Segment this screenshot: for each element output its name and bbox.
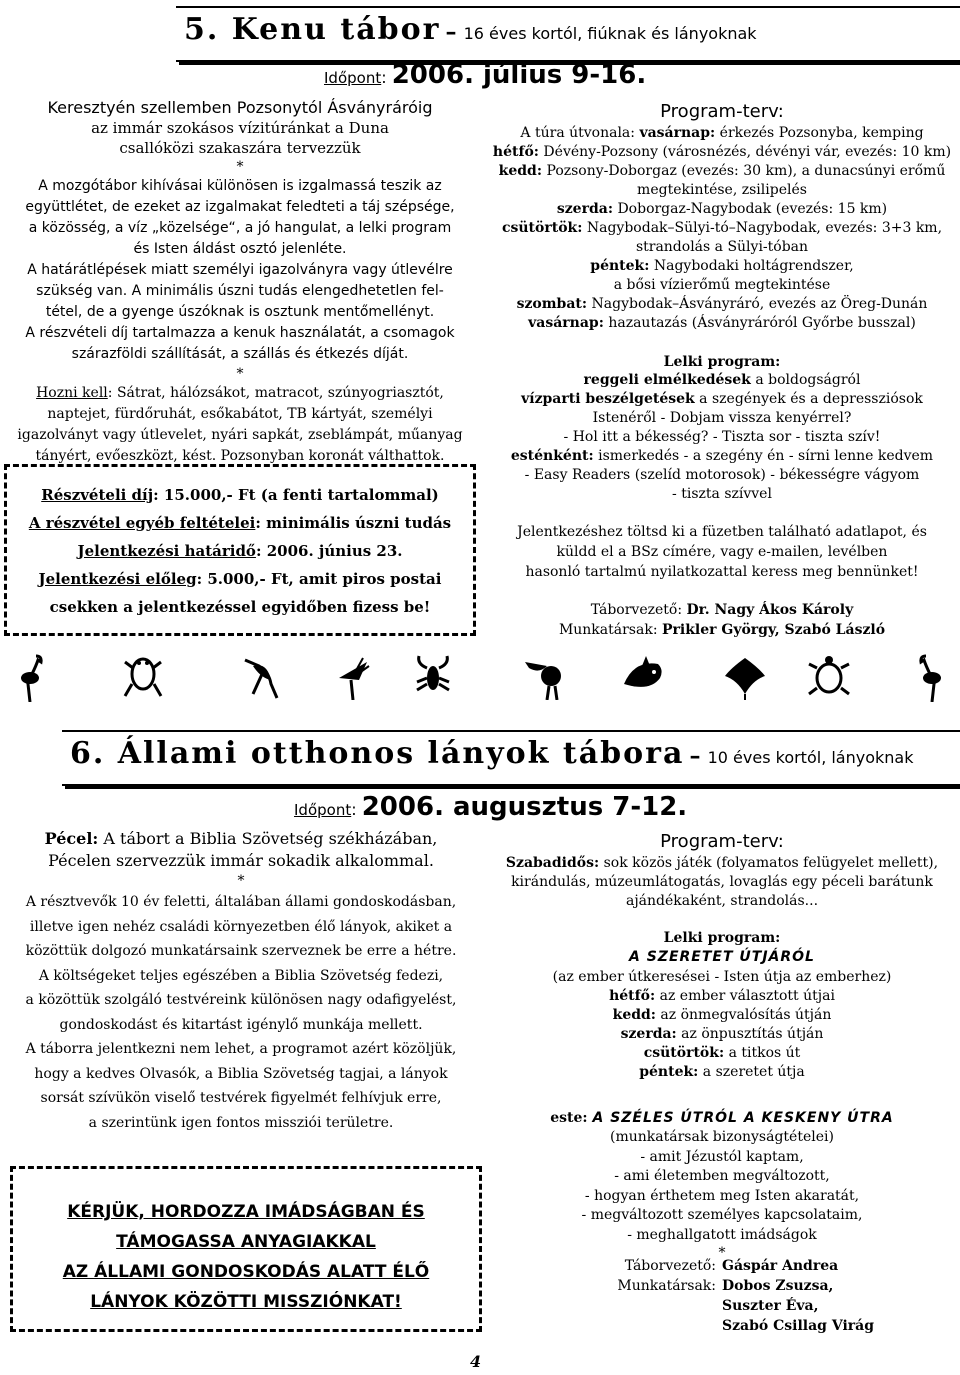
section5-bring-text: : Sátrat, hálózsákot, matracot, szúnyogriasztót, bbox=[107, 385, 444, 401]
section6-lelki-day-name: péntek: bbox=[639, 1064, 699, 1080]
section6-lelki-day bbox=[484, 987, 960, 1006]
flamingo-icon bbox=[10, 654, 56, 700]
section6-appeal-2: TÁMOGASSA ANYAGIAKKAL bbox=[116, 1232, 376, 1252]
section5-title: 5. Kenu tábor bbox=[184, 12, 441, 47]
section6-header bbox=[62, 730, 960, 786]
section5-lelki-row bbox=[484, 485, 960, 504]
section5-lelki-row bbox=[484, 371, 960, 390]
section5-bring-2: naptejet, fürdőruhát, esőkabátot, TB kártyát, személyi bbox=[47, 406, 433, 422]
section6-staff-0: Dobos Zsuzsa, bbox=[722, 1278, 834, 1294]
section5-p1-2: együttlétet, de ezeket az izgalmakat feledteti a táj szépsége, bbox=[25, 199, 455, 215]
section5-lelki-text: - Easy Readers (szelíd motorosok) - békességre vágyom bbox=[524, 467, 920, 483]
section6-program-title: Program-terv: bbox=[660, 831, 784, 852]
section6-lelki-sub: (az ember útkeresései - Isten útja az emberhez) bbox=[552, 969, 892, 985]
section5-day-row bbox=[484, 276, 960, 295]
section6-appeal-4: LÁNYOK KÖZÖTTI MISSZIÓNKAT! bbox=[90, 1292, 402, 1312]
section5-day-row bbox=[484, 314, 960, 333]
turtle-icon bbox=[806, 654, 852, 700]
section5-deadline-value: : 2006. június 23. bbox=[255, 542, 403, 560]
section6-prog-text: sok közös játék (folyamatos felügyelet mellett), bbox=[599, 855, 939, 871]
section6-staff-label: Munkatársak: bbox=[617, 1278, 716, 1294]
section5-day-text: strandolás a Sülyi-tóban bbox=[635, 239, 809, 255]
section5-staff bbox=[484, 620, 960, 640]
section6-lelki-day-name: hétfő: bbox=[609, 988, 656, 1004]
section5-cond-label: A részvétel egyéb feltételei bbox=[28, 514, 256, 532]
section6-leader-name: Gáspár Andrea bbox=[722, 1258, 839, 1274]
section6-body-line: gondoskodást és kitartást igénylő munkája mellett. bbox=[59, 1016, 423, 1033]
section5-deadline-label: Jelentkezési határidő bbox=[77, 542, 256, 560]
section5-deposit bbox=[7, 565, 473, 593]
section5-program-title: Program-terv: bbox=[660, 101, 784, 122]
section5-day-row bbox=[484, 200, 960, 219]
section6-este-line: - megváltozott személyes kapcsolataim, bbox=[581, 1207, 863, 1223]
section6-lelki-title: Lelki program: bbox=[663, 930, 781, 946]
section5-heading-3: csallóközi szakaszára tervezzük bbox=[119, 139, 361, 157]
section6-appeal-box bbox=[10, 1166, 482, 1332]
section5-lelki-bold: reggeli elmélkedések bbox=[583, 372, 751, 388]
section6-este bbox=[484, 1108, 960, 1128]
lobster-icon bbox=[410, 654, 456, 700]
section5-deadline bbox=[7, 537, 473, 565]
section6-este-line: - amit Jézustól kaptam, bbox=[640, 1148, 804, 1165]
section5-deposit-2: csekken a jelentkezéssel egyidőben fizess be! bbox=[49, 598, 431, 616]
section6-appeal-3: AZ ÁLLAMI GONDOSKODÁS ALATT ÉLŐ bbox=[62, 1262, 430, 1282]
section6-staff-row-2 bbox=[600, 1296, 940, 1316]
section6-lelki-day-name: szerda: bbox=[620, 1026, 677, 1042]
section5-lelki-text: a boldogságról bbox=[750, 372, 861, 388]
section5-day-text: Nagybodak–Ásványráró, evezés az Öreg-Dunán bbox=[587, 296, 928, 312]
section5-day-row bbox=[484, 162, 960, 181]
section6-intro-text: A tábort a Biblia Szövetség székházában, bbox=[98, 829, 438, 848]
page-number: 4 bbox=[470, 1352, 482, 1371]
section6-leader-row bbox=[600, 1256, 940, 1276]
section5-lelki-title: Lelki program: bbox=[663, 354, 781, 370]
section5-leader bbox=[484, 600, 960, 620]
frog-icon bbox=[120, 654, 166, 700]
section5-route-line bbox=[484, 124, 960, 143]
section5-cond-value: : minimális úszni tudás bbox=[255, 514, 452, 532]
section5-day-text: Dévény-Pozsony (városnézés, dévényi vár, evezés: 10 km) bbox=[538, 144, 952, 160]
section5-date-colon: : bbox=[381, 68, 387, 87]
section5-heading-1: Keresztyén szellemben Pozsonytól Ásványráróig bbox=[47, 98, 433, 117]
section5-lelki-bold: esténként: bbox=[510, 448, 594, 464]
section5-date bbox=[324, 60, 646, 90]
section5-bring-4: tányért, evőeszközt, kést. Pozsonyban koronát válthattok. bbox=[35, 448, 445, 464]
section6-body-line: a szerintünk igen fontos missziói területre. bbox=[88, 1114, 394, 1131]
section6-date-colon: : bbox=[351, 800, 357, 819]
section6-body-line: A táborra jelentkezni nem lehet, a programot azért közöljük, bbox=[25, 1041, 457, 1057]
section5-day-row bbox=[484, 143, 960, 162]
section6-right-column bbox=[484, 830, 960, 1261]
section6-lelki-day-text: az önpusztítás útján bbox=[676, 1026, 824, 1042]
section5-bring-label: Hozni kell bbox=[36, 385, 108, 401]
section6-lelki-day-text: a titkos út bbox=[724, 1045, 801, 1061]
section6-title: 6. Állami otthonos lányok tábora bbox=[70, 736, 685, 771]
section5-day-row bbox=[484, 181, 960, 200]
section6-leader-block bbox=[600, 1256, 940, 1336]
section6-lelki-day-name: csütörtök: bbox=[643, 1045, 725, 1061]
section6-intro-1 bbox=[0, 828, 482, 850]
section5-staff-label: Munkatársak: bbox=[558, 622, 662, 638]
section6-date bbox=[294, 792, 687, 822]
section5-apply-1: Jelentkezéshez töltsd ki a füzetben található adatlapot, és bbox=[517, 524, 927, 540]
section6-body-line: a közöttük szolgáló testvéreink különösen nagy odafigyelést, bbox=[25, 992, 457, 1008]
section6-lelki-day-text: az önmegvalósítás útján bbox=[655, 1007, 832, 1023]
section5-lelki-text: ismerkedés - a szegény én - sírni lenne kedvem bbox=[593, 448, 934, 464]
section5-lelki-row bbox=[484, 390, 960, 409]
section5-day-row bbox=[484, 295, 960, 314]
section6-body-line: illetve igen nehéz családi környezetben élő lányok, akiket a bbox=[29, 918, 453, 935]
section6-intro-2: Pécelen szervezzük immár sokadik alkalommal. bbox=[48, 851, 434, 870]
section5-fee bbox=[7, 481, 473, 509]
section5-apply-3: hasonló tartalmú nyilatkozattal keress meg bennünket! bbox=[525, 564, 919, 580]
heron-icon bbox=[238, 654, 284, 700]
section5-bring-3: igazolványt vagy útlevelet, nyári sapkát, zseblámpát, műanyag bbox=[17, 427, 463, 443]
section5-route-intro: A túra útvonala: bbox=[520, 125, 640, 141]
section6-leader-label: Táborvezető: bbox=[624, 1258, 716, 1274]
section5-date-value: 2006. július 9-16. bbox=[391, 60, 647, 90]
section5-right-column bbox=[484, 100, 960, 640]
section5-bring-1 bbox=[0, 383, 480, 404]
section5-lelki-row bbox=[484, 409, 960, 428]
section6-subtitle: 10 éves kortól, lányoknak bbox=[707, 748, 914, 767]
section6-este-line: (munkatársak bizonyságtételei) bbox=[610, 1129, 834, 1145]
section5-lelki-row bbox=[484, 447, 960, 466]
section6-body-line: hogy a kedves Olvasók, a Biblia Szövetség tagjai, a lányok bbox=[34, 1065, 448, 1082]
section6-body-line: A résztvevők 10 év feletti, általában állami gondoskodásban, bbox=[25, 894, 457, 910]
section5-day-text: a bősi vízierőmű megtekintése bbox=[613, 277, 831, 293]
section6-lelki-day-name: kedd: bbox=[612, 1007, 656, 1023]
section5-day-row bbox=[484, 219, 960, 238]
section5-star-1: * bbox=[236, 159, 244, 175]
section5-day-0: vasárnap: bbox=[639, 125, 716, 141]
section6-este-fancy: A SZÉLES ÚTRÓL A KESKENY ÚTRA bbox=[592, 1110, 894, 1126]
section6-lelki-day bbox=[484, 1025, 960, 1044]
section5-lelki-text: Istenéről - Dobjam vissza kenyérrel? bbox=[592, 410, 852, 426]
section5-staff-names: Prikler György, Szabó László bbox=[661, 622, 886, 638]
section6-star-1: * bbox=[237, 873, 245, 889]
section5-header bbox=[176, 6, 960, 62]
section5-lelki-text: - tiszta szívvel bbox=[672, 486, 772, 502]
section6-lelki-days bbox=[484, 987, 960, 1082]
section5-day-row bbox=[484, 257, 960, 276]
section5-day-name: kedd: bbox=[498, 163, 543, 179]
section5-lelki-text: - Hol itt a békesség? - Tiszta sor - tiszta szív! bbox=[563, 429, 881, 445]
section5-lelki-list bbox=[484, 371, 960, 504]
section5-days-list bbox=[484, 143, 960, 333]
section5-day-text: Pozsony-Doborgaz (evezés: 30 km), a dunacsúnyi erőmű bbox=[542, 163, 946, 179]
section5-p3-2: szárazföldi szállítását, a szállás és étkezés díját. bbox=[71, 346, 409, 362]
section5-leader-label: Táborvezető: bbox=[590, 602, 687, 618]
section6-prog-1 bbox=[484, 854, 960, 873]
section5-day-text: Doborgaz-Nagybodak (evezés: 15 km) bbox=[613, 201, 888, 217]
section6-lelki-day bbox=[484, 1006, 960, 1025]
section5-p1-3: a közösség, a víz „közelsége“, a jó hangulat, a lelki program bbox=[28, 220, 452, 236]
section5-lelki-row bbox=[484, 428, 960, 447]
section5-p3-1: A részvételi díj tartalmazza a kenuk használatát, a csomagok bbox=[25, 325, 455, 341]
section5-apply-2: küldd el a BSz címére, vagy e-mailen, levélben bbox=[556, 544, 888, 560]
section5-day-text: Nagybodak–Sülyi-tó–Nagybodak, evezés: 3+3 km, bbox=[582, 220, 943, 236]
section5-lelki-row bbox=[484, 466, 960, 485]
section6-este-line: - ami életemben megváltozott, bbox=[614, 1168, 830, 1184]
section5-day-name: szombat: bbox=[516, 296, 588, 312]
section5-p1-4: és Isten áldást osztó jelenléte. bbox=[133, 241, 347, 257]
section5-day-row bbox=[484, 238, 960, 257]
section6-prog-label: Szabadidős: bbox=[505, 855, 600, 871]
section5-leader-name: Dr. Nagy Ákos Károly bbox=[686, 602, 854, 618]
section5-day-0-text: érkezés Pozsonyba, kemping bbox=[715, 125, 924, 141]
section5-deposit-label: Jelentkezési előleg bbox=[38, 570, 197, 588]
section6-este-list bbox=[484, 1128, 960, 1245]
section5-lelki-text: a szegények és a depressziósok bbox=[694, 391, 923, 407]
section6-dash: – bbox=[689, 743, 703, 769]
section6-staff-row bbox=[600, 1276, 940, 1296]
section5-p2-3: tétel, de a gyenge úszóknak is osztunk mentőmellényt. bbox=[45, 304, 435, 320]
bird-of-paradise-icon bbox=[330, 654, 376, 700]
section6-lelki-fancy: A SZERETET ÚTJÁRÓL bbox=[629, 949, 815, 965]
section6-body-line: közöttük dolgozó munkatársaink szerveznek be erre a hétre. bbox=[25, 943, 457, 959]
section5-deposit-value: : 5.000,- Ft, amit piros postai bbox=[196, 570, 442, 588]
pelican-icon bbox=[520, 654, 566, 700]
section6-lelki-day bbox=[484, 1044, 960, 1063]
section6-star-2: * bbox=[718, 1245, 726, 1261]
section6-prog-3: ajándékaként, strandolás... bbox=[625, 893, 819, 909]
section5-fee-value: : 15.000,- Ft (a fenti tartalommal) bbox=[153, 486, 439, 504]
section5-info-box bbox=[4, 464, 476, 636]
section5-subtitle: 16 éves kortól, fiúknak és lányoknak bbox=[463, 24, 757, 43]
section5-day-name: péntek: bbox=[590, 258, 650, 274]
section6-este-label: este: bbox=[550, 1110, 593, 1126]
orca-icon bbox=[620, 654, 666, 700]
section6-intro-label: Pécel: bbox=[44, 829, 99, 848]
section5-fee-label: Részvételi díj bbox=[41, 486, 154, 504]
section6-date-value: 2006. augusztus 7-12. bbox=[361, 792, 688, 822]
section5-day-name: hétfő: bbox=[492, 144, 539, 160]
animal-icons-row bbox=[0, 654, 960, 714]
section6-staff-row-3 bbox=[600, 1316, 940, 1336]
section6-staff-2: Szabó Csillag Virág bbox=[722, 1318, 875, 1334]
section6-body-line: sorsát szívükön viselő testvérek figyelmét felhívjuk erre, bbox=[40, 1090, 442, 1106]
section5-p2-1: A határátlépések miatt személyi igazolványra vagy útlevélre bbox=[27, 262, 453, 278]
section5-left-column bbox=[0, 98, 480, 467]
section6-date-label: Időpont bbox=[294, 801, 352, 819]
section5-date-label: Időpont bbox=[324, 69, 382, 87]
section6-este-line: - hogyan érthetem meg Isten akaratát, bbox=[584, 1187, 860, 1204]
section6-lelki-day bbox=[484, 1063, 960, 1082]
section5-star-2: * bbox=[236, 366, 244, 382]
section6-lelki-day-text: a szeretet útja bbox=[698, 1064, 805, 1080]
section6-este-line: - meghallgatott imádságok bbox=[627, 1226, 817, 1243]
section5-heading-2: az immár szokásos vízitúránkat a Duna bbox=[91, 119, 389, 137]
section5-p2-2: szükség van. A minimális úszni tudás elengedhetetlen fel- bbox=[36, 283, 444, 299]
section6-prog-2: kirándulás, múzeumlátogatás, lovaglás egy péceli barátunk bbox=[511, 874, 933, 890]
section5-day-name: csütörtök: bbox=[501, 220, 583, 236]
section5-lelki-bold: vízparti beszélgetések bbox=[521, 391, 695, 407]
flamingo-right-icon bbox=[906, 654, 952, 700]
section6-appeal-1: KÉRJÜK, HORDOZZA IMÁDSÁGBAN ÉS bbox=[67, 1202, 425, 1222]
section6-staff-1: Suszter Éva, bbox=[722, 1298, 819, 1314]
section5-cond bbox=[7, 509, 473, 537]
section6-body-line: A költségeket teljes egészében a Biblia Szövetség fedezi, bbox=[38, 967, 444, 984]
section5-day-text: hazautazás (Ásványráróról Győrbe busszal) bbox=[603, 315, 916, 331]
section5-p1-1: A mozgótábor kihívásai különösen is izgalmassá teszik az bbox=[38, 178, 442, 194]
section5-day-name: vasárnap: bbox=[528, 315, 604, 331]
section6-left-column bbox=[0, 828, 482, 1135]
section6-body bbox=[0, 890, 482, 1135]
ray-icon bbox=[722, 654, 768, 700]
section5-dash: – bbox=[445, 19, 459, 45]
section6-lelki-day-text: az ember választott útjai bbox=[655, 988, 835, 1004]
section5-day-text: Nagybodaki holtágrendszer, bbox=[649, 258, 854, 274]
section5-day-name: szerda: bbox=[556, 201, 613, 217]
section5-day-text: megtekintése, zsilipelés bbox=[637, 182, 807, 198]
